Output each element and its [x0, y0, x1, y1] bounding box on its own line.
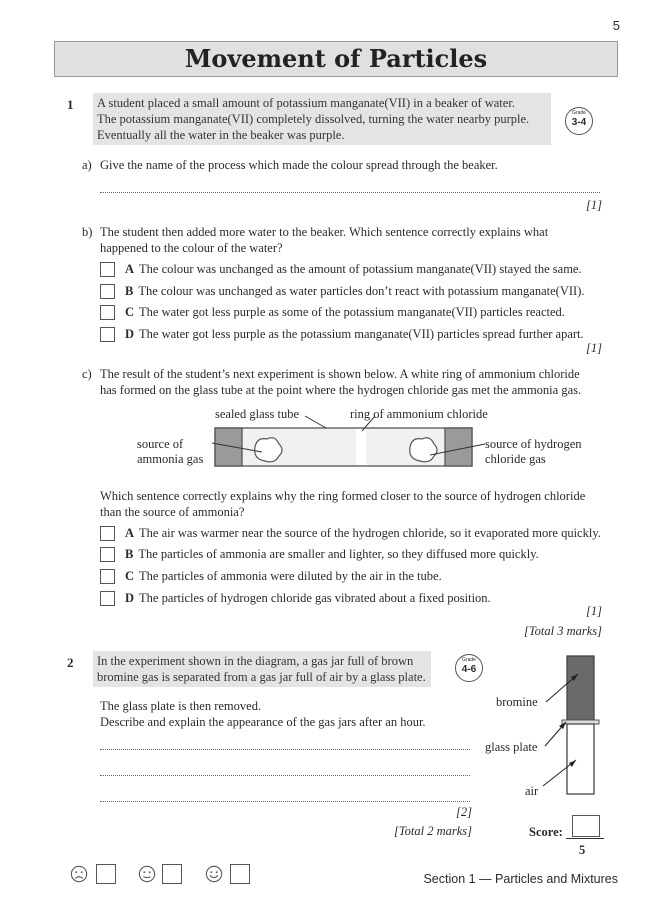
label-air: air [525, 784, 539, 798]
arrow-sealed [305, 416, 326, 428]
part-a-label: a) [82, 158, 92, 172]
checkbox[interactable] [100, 569, 115, 584]
checkbox[interactable] [100, 284, 115, 299]
question-line: happened to the colour of the water? [100, 241, 283, 255]
part-b-question [100, 224, 610, 256]
option-c-c[interactable]: C The particles of ammonia were diluted by the air in the tube. [100, 568, 442, 584]
answer-line-a[interactable] [100, 192, 600, 193]
score-out-of: 5 [579, 843, 586, 857]
confidence-box-low[interactable] [96, 864, 116, 884]
part-c-question [100, 366, 610, 398]
option-c-b[interactable]: B The particles of ammonia are smaller and lighter, so they diffused more quickly. [100, 546, 539, 562]
neutral-face-icon [138, 865, 156, 883]
gas-jars-diagram [470, 650, 620, 810]
q2-total: [Total 2 marks] [393, 824, 472, 838]
page-title: Movement of Particles [54, 41, 618, 77]
question-1-intro [93, 93, 551, 145]
label-hcl: source of hydrogen chloride gas [485, 437, 582, 466]
label-sealed-tube: sealed glass tube [215, 407, 300, 421]
question-line: Which sentence correctly explains why the ring formed closer to the source of hydrogen chloride [100, 489, 586, 503]
option-b-b[interactable]: B The colour was unchanged as water particles don’t react with potassium manganate(VII). [100, 283, 584, 299]
label-glass-plate: glass plate [485, 740, 538, 754]
grade-label: Grade [572, 110, 586, 116]
question-line: The student then added more water to the beaker. Which sentence correctly explains what [100, 225, 549, 239]
option-c-d[interactable]: D The particles of hydrogen chloride gas vibrated about a fixed position. [100, 590, 491, 606]
checkbox[interactable] [100, 547, 115, 562]
label-bromine: bromine [496, 695, 538, 709]
intro-line: A student placed a small amount of potassium manganate(VII) in a beaker of water. [97, 96, 515, 110]
answer-line-2-2[interactable] [100, 775, 470, 776]
part-c-mark: [1] [586, 604, 602, 618]
answer-line-2-3[interactable] [100, 801, 470, 802]
question-line: The glass plate is then removed. [100, 699, 262, 713]
part-b-mark: [1] [586, 341, 602, 355]
checkbox[interactable] [100, 526, 115, 541]
question-2-number: 2 [67, 655, 74, 670]
grade-value: 3-4 [571, 117, 587, 128]
bromine-jar [567, 656, 594, 720]
score-divider [566, 838, 604, 839]
option-b-a[interactable]: A The colour was unchanged as the amount of potassium manganate(VII) stayed the same. [100, 261, 582, 277]
label-ring: ring of ammonium chloride [350, 407, 488, 421]
question-line: The result of the student’s next experiment is shown below. A white ring of ammonium chloride [100, 367, 580, 381]
intro-line: The potassium manganate(VII) completely dissolved, turning the water nearby purple. [97, 112, 530, 126]
score-label: Score: [529, 825, 563, 839]
part-c-label: c) [82, 367, 92, 381]
page-number: 5 [612, 18, 620, 33]
cotton-wool-hcl [410, 438, 437, 462]
question-2-intro [93, 651, 431, 687]
cotton-wool-ammonia [255, 438, 282, 462]
happy-face-icon [205, 865, 223, 883]
question-1-number: 1 [67, 97, 74, 112]
answer-line-2-1[interactable] [100, 749, 470, 750]
grade-badge [565, 107, 593, 135]
checkbox[interactable] [100, 262, 115, 277]
question-line: Describe and explain the appearance of the gas jars after an hour. [100, 715, 426, 729]
grade-label: Grade [462, 657, 476, 663]
q2-mark: [2] [456, 805, 472, 819]
part-a-mark: [1] [586, 198, 602, 212]
label-ammonia: source of ammonia gas [137, 437, 204, 466]
air-jar [567, 724, 594, 794]
q1-total: [Total 3 marks] [523, 624, 602, 638]
option-c-a[interactable]: A The air was warmer near the source of the hydrogen chloride, so it evaporated more quickly. [100, 525, 601, 541]
intro-line: Eventually all the water in the beaker was purple. [97, 128, 345, 142]
sad-face-icon [70, 865, 88, 883]
checkbox[interactable] [100, 591, 115, 606]
option-b-c[interactable]: C The water got less purple as some of the potassium manganate(VII) particles reacted. [100, 304, 565, 320]
checkbox[interactable] [100, 327, 115, 342]
grade-value: 4-6 [461, 664, 477, 675]
intro-line: In the experiment shown in the diagram, a gas jar full of brown [97, 654, 414, 668]
part-b-label: b) [82, 225, 93, 239]
question-line: has formed on the glass tube at the point where the hydrogen chloride gas met the ammonia gas. [100, 383, 582, 397]
score-box[interactable] [572, 815, 600, 837]
question-2-text [100, 698, 426, 730]
part-a-question: Give the name of the process which made the colour spread through the beaker. [100, 158, 498, 172]
footer-section: Section 1 — Particles and Mixtures [423, 872, 618, 886]
ammonium-chloride-ring [356, 429, 366, 465]
confidence-box-high[interactable] [230, 864, 250, 884]
checkbox[interactable] [100, 305, 115, 320]
question-line: than the source of ammonia? [100, 505, 245, 519]
ammonia-stopper [215, 428, 242, 466]
part-c-ring-question [100, 488, 610, 520]
option-b-d[interactable]: D The water got less purple as the potassium manganate(VII) particles spread further apart. [100, 326, 584, 342]
intro-line: bromine gas is separated from a gas jar full of air by a glass plate. [97, 670, 426, 684]
confidence-box-mid[interactable] [162, 864, 182, 884]
